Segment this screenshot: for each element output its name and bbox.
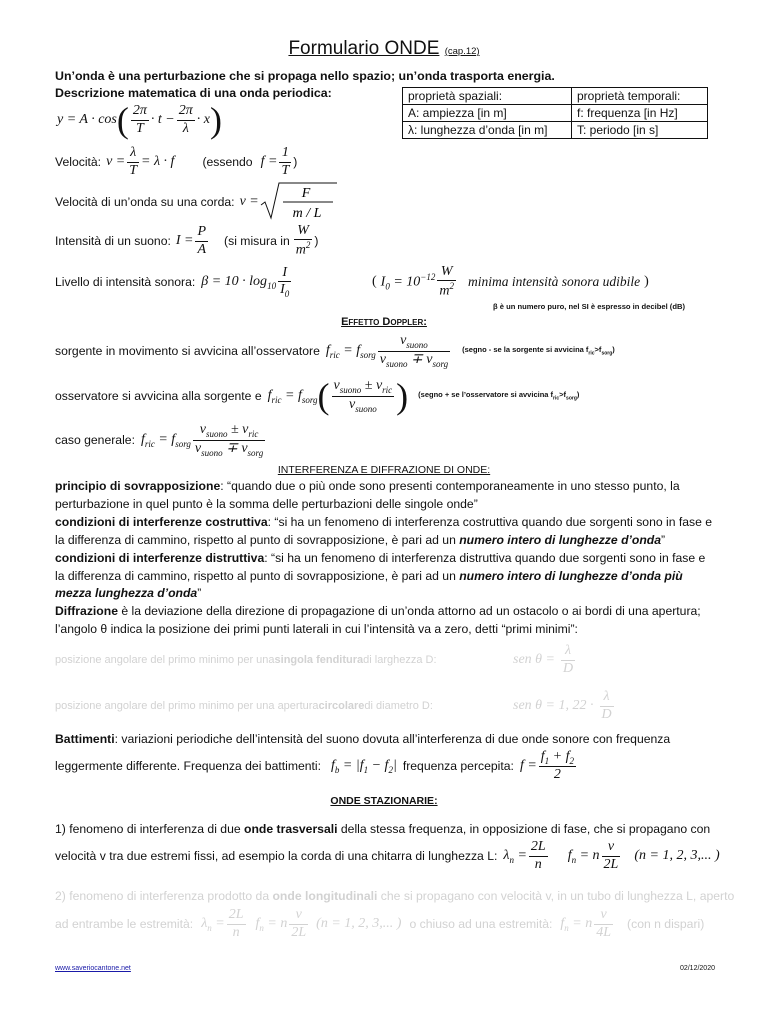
superposition-title: principio di sovrapposizione (55, 479, 221, 493)
diffraction-paragraph (55, 603, 715, 638)
beta-note: β è un numero puro, nel SI è espresso in decibel (dB) (493, 302, 685, 311)
standing-case-2-note: (con n dispari) (627, 917, 705, 931)
intensity-level-formula: Livello di intensità sonora: $\beta = 10 \cdot \log_{10}$ $\frac{I}{I_0}$ (55, 264, 290, 299)
doppler-case-1-note: (segno - se la sorgente si avvicina f (462, 345, 589, 355)
doppler-case-2-note: (segno + se l’osservatore si avvicina f (418, 390, 554, 400)
beats-line-1 (55, 732, 670, 746)
standing-case-1-text-c: della stessa frequenza, in opposizione di fase, che si propagano con (337, 822, 711, 836)
table-header-row (403, 88, 708, 105)
page-title (0, 38, 768, 60)
table-row (403, 122, 708, 139)
wave-equation: y = A · cos ( $\frac{2\pi}{T}$ · t − $\frac{2\pi}{\lambda}$ · x ) (57, 100, 222, 140)
circular-text-c: di diametro D: (364, 700, 433, 712)
constructive-text: : “si ha un fenomeno di interferenza costruttiva quando due sorgenti sono in fase e la differenza di cammino, rispetto al punto di sovrapposizione, è pari ad un (55, 515, 713, 547)
velocity-label: Velocità: (55, 155, 102, 169)
constructive-title: condizioni di interferenze costruttiva (55, 515, 268, 529)
velocity-note: (essendo (202, 155, 253, 169)
standing-waves-heading: ONDE STAZIONARIE: (330, 795, 438, 807)
standing-case-2-label: ad entrambe le estremità: (55, 917, 194, 931)
standing-case-2-line-1 (55, 889, 734, 903)
table-cell: T: periodo [in s] (572, 122, 708, 139)
svg-text:m / L: m / L (292, 205, 322, 221)
destructive-emphasis: numero intero di lunghezze d’onda più mezza lunghezza d’onda (55, 568, 683, 600)
doppler-case-2: osservatore si avvicina alla sorgente e $f_{ric} = f_{sorg}$ ( $\frac{v_{suono} \pm v_{ric}}{v_{suono}}$ ) (segno + se l’osservatore si avvicina $f_{ric}>f_{sorg}$) (55, 376, 580, 416)
chapter-label: (cap.12) (444, 46, 480, 57)
destructive-end: ” (197, 586, 202, 600)
standing-case-2-text-a: 2) fenomeno di interferenza prodotto da (55, 889, 273, 903)
reference-intensity-note: minima intensità sonora udibile (468, 274, 641, 289)
standing-case-1-line-1 (55, 822, 710, 836)
destructive-text: : “si ha un fenomeno di interferenza distruttiva quando due sorgenti sono in fase e la differenza di cammino, rispetto al punto di sovrapposizione, è pari ad un (55, 551, 706, 583)
table-cell: A: ampiezza [in m] (403, 105, 572, 122)
beats-text: : variazioni periodiche dell’intensità del suono dovuta all’interferenza di due onde sonore con frequenza (114, 732, 671, 746)
constructive-emphasis: numero intero di lunghezze d’onda (459, 532, 662, 547)
table-row (403, 105, 708, 122)
beats-label: leggermente differente. Frequenza dei battimenti: (55, 759, 322, 773)
standing-case-1-label: velocità v tra due estremi fissi, ad esempio la corda di una chitarra di lunghezza L: (55, 849, 498, 863)
single-slit-text-c: di larghezza D: (363, 654, 437, 666)
intro-line-2: Descrizione matematica di una onda periodica: (55, 86, 332, 100)
properties-table (402, 87, 708, 139)
beats-title: Battimenti (55, 732, 115, 746)
beats-line-2: leggermente differente. Frequenza dei battimenti: $f_b = |f_1 - f_2|$ frequenza percepita: f = $\frac{f_1 + f_2}{2}$ (55, 748, 575, 783)
standing-case-2-line-2: ad entrambe le estremità: $\lambda_n$ = $\frac{2L}{n}$ $f_n = n$ $\frac{v}{2L}$ (n = 1, 2, 3,... ) o chiuso ad una estremità: $f_n = n$ $\frac{v}{4L}$ (con n dispari) (55, 907, 705, 940)
destructive-paragraph (55, 550, 715, 603)
constructive-paragraph (55, 514, 715, 549)
standing-case-2-text-c: che si propagano con velocità v, in un tubo di lunghezza L, aperto (377, 889, 735, 903)
intensity-label: Intensità di un suono: (55, 234, 171, 248)
intensity-level-label: Livello di intensità sonora: (55, 275, 196, 289)
doppler-general: caso generale: $f_{ric} = f_{sorg}$ $\frac{v_{suono} \pm v_{ric}}{v_{suono} \mp v_{sorg}}$ (55, 422, 264, 458)
interference-heading: INTERFERENZA E DIFFRAZIONE DI ONDE: (277, 464, 491, 476)
table-header-cell: proprietà spaziali: (403, 88, 572, 105)
intensity-note: (si misura in (224, 234, 290, 248)
superposition-paragraph (55, 478, 715, 513)
single-slit-line: posizione angolare del primo minimo per una singola fenditura di larghezza D: sen θ = $\frac{\lambda}{D}$ (55, 643, 574, 676)
velocity-formula: Velocità: v = $\frac{\lambda}{T}$ = λ · f (essendo f = $\frac{1}{T}$ ) (55, 145, 298, 178)
string-velocity-formula: Velocità di un’onda su una corda: v = F m / L (55, 182, 339, 222)
standing-case-1-line-2: velocità v tra due estremi fissi, ad esempio la corda di una chitarra di lunghezza L: $\lambda_n$ = $\frac{2L}{n}$ $f_n = n$ $\frac{v}{2L}$ (n = 1, 2, 3,... ) (55, 839, 720, 872)
circular-text-b: circolare (318, 700, 365, 712)
doppler-case-1: sorgente in movimento si avvicina all’osservatore $f_{ric} = f_{sorg}$ $\frac{v_{suono}}{v_{suono} \mp v_{sorg}}$ (segno - se la sorgente si avvicina $f_{ric}>f_{sorg}$) (55, 333, 615, 369)
diffraction-title: Diffrazione (55, 604, 118, 618)
table-cell: f: frequenza [in Hz] (572, 105, 708, 122)
table-header-cell: proprietà temporali: (572, 88, 708, 105)
circular-text-a: posizione angolare del primo minimo per una apertura (55, 700, 319, 712)
constructive-end: ” (661, 532, 666, 547)
destructive-title: condizioni di interferenze distruttiva (55, 551, 265, 565)
beats-perceived-label: frequenza percepita: (402, 759, 514, 773)
single-slit-text-a: posizione angolare del primo minimo per una (55, 654, 275, 666)
intensity-formula: Intensità di un suono: I = $\frac{P}{A}$ (si misura in $\frac{W}{m^2}$ ) (55, 223, 319, 258)
standing-case-2-text-b: onde longitudinali (272, 889, 378, 903)
reference-intensity: ( $I_0 = 10^{-12}$ $\frac{W}{m^2}$ minima intensità sonora udibile ) (372, 264, 649, 299)
superposition-text: : “quando due o più onde sono presenti contemporaneamente in uno stesso punto, la perturbazione in quel punto è la somma delle perturbazioni delle singole onde” (55, 479, 680, 511)
sqrt-symbol (259, 181, 339, 224)
table-cell: λ: lunghezza d’onda [in m] (403, 122, 572, 139)
footer-website-link[interactable]: www.saveriocantone.net (55, 965, 131, 972)
intro-line-1: Un’onda è una perturbazione che si propaga nello spazio; un’onda trasporta energia. (55, 69, 555, 83)
doppler-case-2-label: osservatore si avvicina alla sorgente e (55, 389, 262, 403)
string-velocity-label: Velocità di un’onda su una corda: (55, 195, 235, 209)
svg-text:F: F (301, 185, 311, 201)
standing-case-2-closed-label: o chiuso ad una estremità: (409, 917, 553, 931)
doppler-heading-text: Effetto Doppler: (341, 316, 427, 328)
title-text: Formulario ONDE (288, 38, 440, 59)
footer-date: 02/12/2020 (679, 965, 715, 972)
doppler-general-label: caso generale: (55, 433, 135, 447)
standing-case-1-text-b: onde trasversali (244, 822, 338, 836)
diffraction-text: è la deviazione della direzione di propagazione di un’onda attorno ad un ostacolo o ai bordi di una apertura; l’angolo θ indica la posizione dei primi punti laterali in cui l’intensità va a zero, detti “primi minimi”: (55, 604, 701, 636)
doppler-heading (0, 316, 768, 328)
standing-case-1-text-a: 1) fenomeno di interferenza di due (55, 822, 245, 836)
circular-aperture-line: posizione angolare del primo minimo per una apertura circolare di diametro D: sen θ = 1, 22 · $\frac{\lambda}{D}$ (55, 689, 612, 722)
single-slit-text-b: singola fenditura (274, 654, 364, 666)
doppler-case-1-label: sorgente in movimento si avvicina all’osservatore (55, 344, 320, 358)
